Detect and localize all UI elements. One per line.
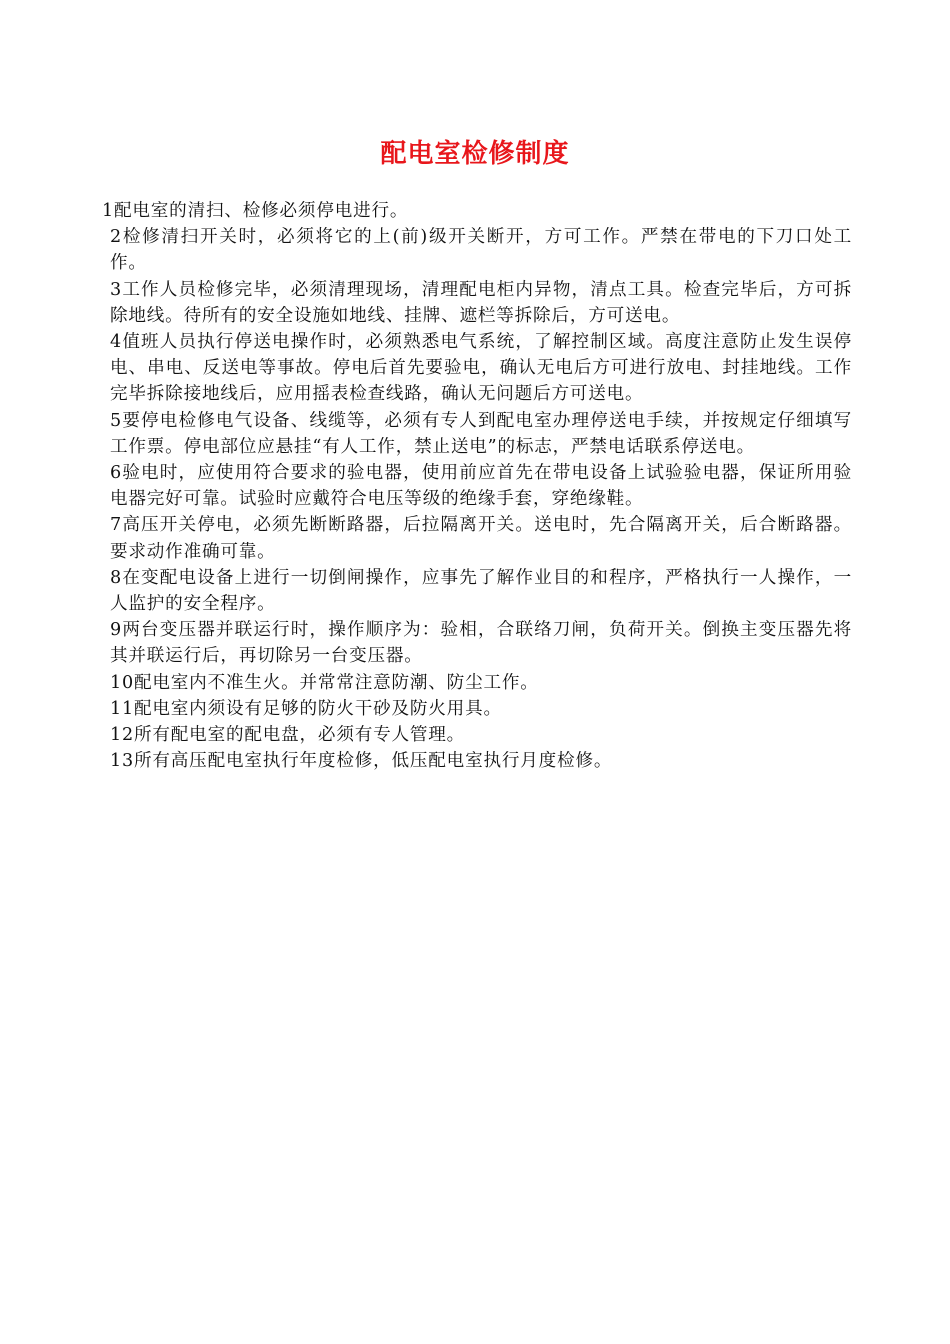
rule-item-6: 6验电时，应使用符合要求的验电器，使用前应首先在带电设备上试验验电器，保证所用验电器完好可靠。试验时应戴符合电压等级的绝缘手套，穿绝缘鞋。 [110,463,852,510]
rule-item-1: 1配电室的清扫、检修必须停电进行。 [102,201,409,221]
rule-item-10: 10配电室内不准生火。并常常注意防潮、防尘工作。 [110,672,539,693]
rule-item-8: 8在变配电设备上进行一切倒闸操作，应事先了解作业目的和程序，严格执行一人操作，一人监护的安全程序。 [110,567,852,615]
rule-item-12: 12所有配电室的配电盘，必须有专人管理。 [110,725,466,746]
document-title: 配电室检修制度 [380,139,570,169]
rule-item-2: 2检修清扫开关时，必须将它的上(前)级开关断开，方可工作。严禁在带电的下刀口处工作。 [110,227,852,274]
rule-item-5: 5要停电检修电气设备、线缆等，必须有专人到配电室办理停送电手续，并按规定仔细填写工作票。停电部位应悬挂“有人工作，禁止送电”的标志，严禁电话联系停送电。 [110,410,852,457]
rule-item-3: 3工作人员检修完毕，必须清理现场，清理配电柜内异物，清点工具。检查完毕后，方可拆除地线。待所有的安全设施如地线、挂牌、遮栏等拆除后，方可送电。 [110,279,852,326]
rule-item-4: 4值班人员执行停送电操作时，必须熟悉电气系统，了解控制区域。高度注意防止发生误停电、串电、反送电等事故。停电后首先要验电，确认无电后方可进行放电、封挂地线。工作完毕拆除接地线后，应用摇表检查线路，确认无问题后方可送电。 [110,332,852,405]
rule-item-7: 7高压开关停电，必须先断断路器，后拉隔离开关。送电时，先合隔离开关，后合断路器。要求动作准确可靠。 [110,515,852,562]
document-body [102,198,852,774]
rule-item-11: 11配电室内须设有足够的防火干砂及防火用具。 [110,698,502,719]
rule-item-13: 13所有高压配电室执行年度检修，低压配电室执行月度检修。 [110,751,613,772]
rule-item-9: 9两台变压器并联运行时，操作顺序为：验相，合联络刀闸，负荷开关。倒换主变压器先将其并联运行后，再切除另一台变压器。 [110,620,852,667]
